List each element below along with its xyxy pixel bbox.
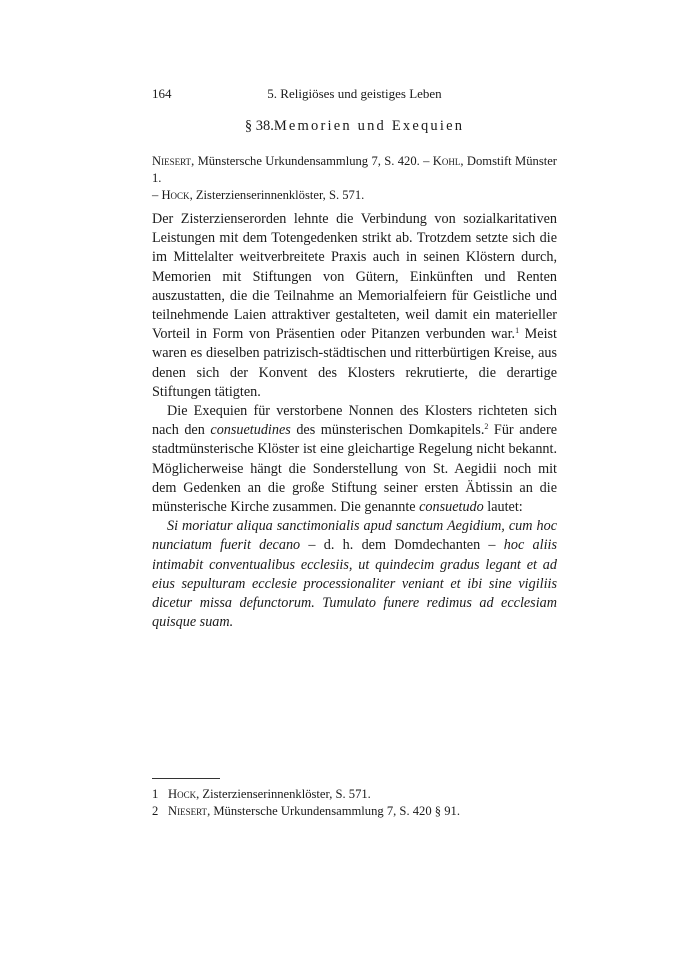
- bib-author: Kohl: [432, 154, 461, 168]
- section-number: § 38.: [244, 118, 274, 134]
- footnote-ref[interactable]: 1: [515, 326, 520, 336]
- bib-entry-text: , Zisterzienserinnenklöster, S. 571.: [189, 188, 365, 202]
- bibliography: [152, 153, 557, 204]
- bib-author: Niesert: [152, 154, 192, 168]
- bib-entry-text: , Domstift Münster 1.: [152, 154, 557, 185]
- footnote-author: Hock: [168, 787, 197, 801]
- quote-text: hoc aliis intimabit conventualibus ecclesiis, ut quindecim gradus legant et ad eius sepulturam ecclesie processionaliter veniant et ibi sine vigiliis dicetur missa defunctorum. Tumulato funere redimus ad ecclesiam quisque suam.: [152, 537, 557, 631]
- footnote-author: Niesert: [168, 804, 208, 818]
- footnote-text: , Münstersche Urkundensammlung 7, S. 420 § 91.: [207, 804, 460, 818]
- running-title: 5. Religiöses und geistiges Leben: [267, 86, 442, 101]
- footnote-number: 1: [152, 787, 159, 801]
- page-number: 164: [152, 86, 172, 101]
- latin-term: consuetudines: [210, 422, 291, 439]
- footnote: [152, 786, 557, 803]
- footnote-number: 2: [152, 804, 159, 818]
- bib-entry-text: –: [152, 188, 162, 202]
- footnotes: [152, 786, 557, 820]
- quote-text: Si moriatur aliqua sanctimonialis apud sanctum Aegidium, cum hoc nunciatum fuerit decano: [152, 518, 557, 554]
- quote-gloss: – d. h. dem Domdechanten –: [300, 537, 504, 554]
- paragraph: [152, 210, 557, 402]
- latin-term: consuetudo: [419, 499, 484, 516]
- body-text: [152, 210, 557, 632]
- footnote-rule: [152, 778, 220, 779]
- footnote-text: , Zisterzienserinnenklöster, S. 571.: [196, 787, 371, 801]
- latin-quote: [152, 517, 557, 632]
- paragraph-text: Meist waren es dieselben patrizisch-städtischen und ritterbürtigen Kreise, aus denen sich der Konvent des Klosters rekrutierte, die derartige Stiftungen tätigten.: [152, 326, 557, 400]
- paragraph-text: Für andere stadtmünsterische Klöster ist eine gleichartige Regelung nicht bekannt. Möglicherweise hängt die Sonderstellung von St. Aegidii noch mit dem Gedenken an die große Stiftung seiner ersten Äbtissin an die münsterische Kirche zusammen. Die genannte: [152, 422, 557, 516]
- running-head: [152, 86, 557, 104]
- paragraph: [152, 402, 557, 517]
- bib-author: Hock: [161, 188, 190, 202]
- paragraph-text: Die Exequien für verstorbene Nonnen des Klosters richteten sich nach den: [152, 403, 557, 439]
- footnote: [152, 803, 557, 820]
- paragraph-text: des münsterischen Domkapitels.: [290, 422, 485, 439]
- paragraph-text: lautet:: [483, 499, 523, 516]
- section-heading: [152, 118, 557, 135]
- paragraph-text: Der Zisterzienserorden lehnte die Verbindung von sozialkaritativen Leistungen mit dem Totengedenken strikt ab. Trotzdem setzte sich die im Mittelalter weitverbreitete Praxis auch in seinen Klöstern durch, Memorien mit Stiftungen von Gütern, Einkünften und Renten auszustatten, die die Teilnahme an Memorialfeiern für Geistliche und teilnehmende Laien attraktiver gestalteten, weil damit ein materieller Vorteil in Form von Präsentien oder Pitanzen verbunden war.: [152, 211, 557, 343]
- footnote-ref[interactable]: 2: [484, 422, 489, 432]
- section-title: Memorien und Exequien: [273, 118, 465, 134]
- bib-entry-text: , Münstersche Urkundensammlung 7, S. 420. –: [191, 154, 433, 168]
